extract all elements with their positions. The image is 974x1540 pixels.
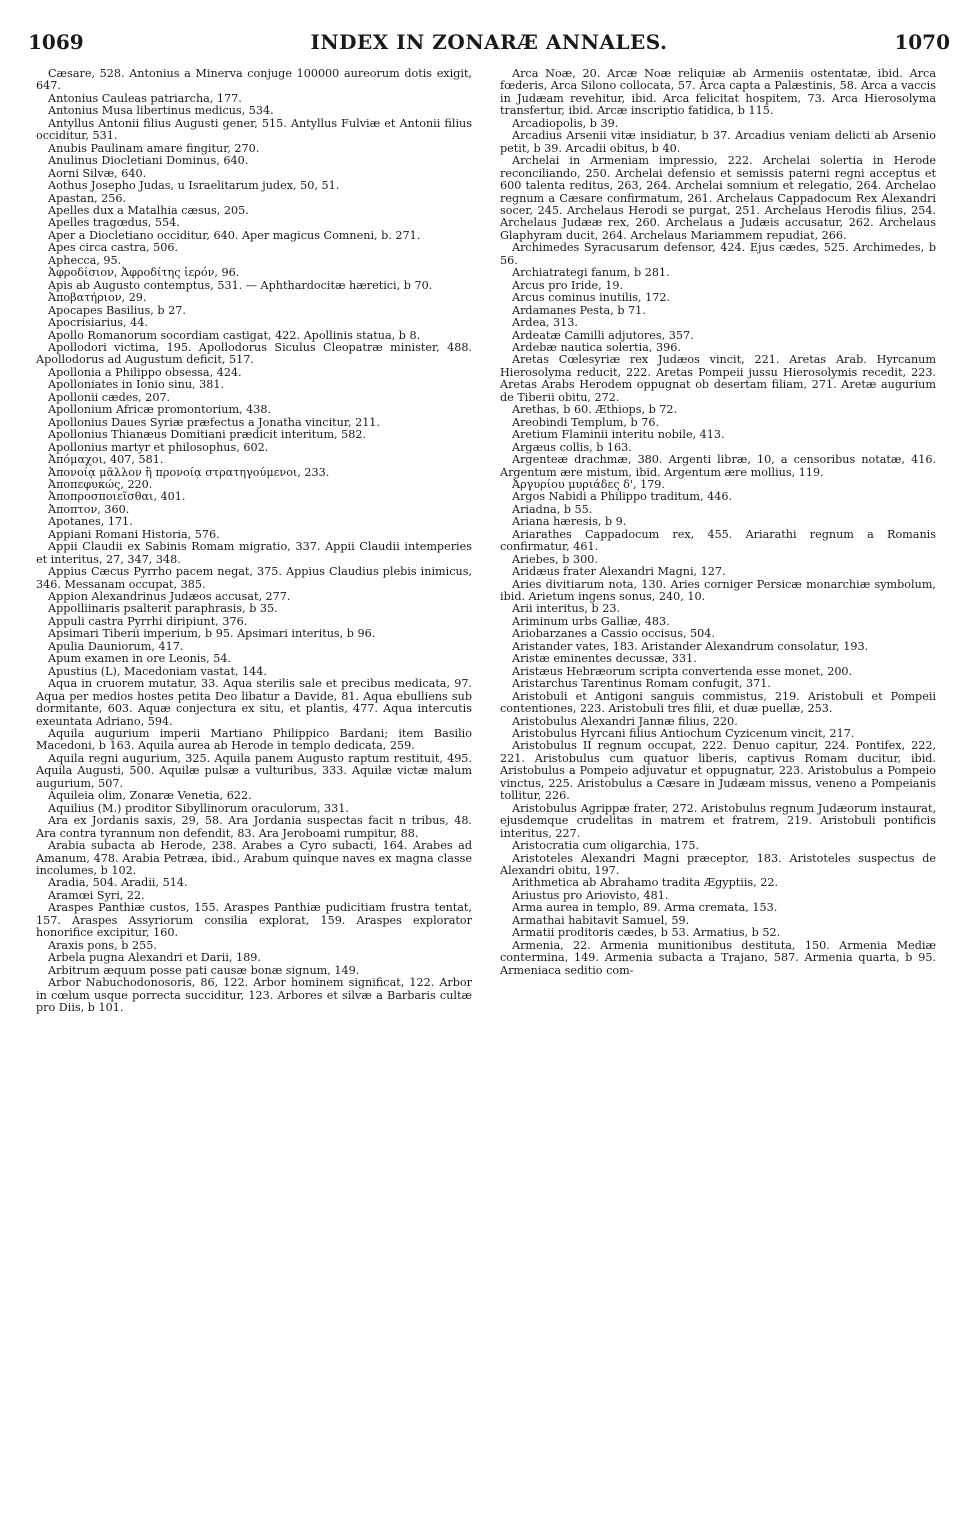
- index-entry: Ardebæ nautica solertia, 396.: [512, 340, 681, 354]
- index-entry: Ariminum urbs Galliæ, 483.: [512, 614, 670, 628]
- index-entry: Apocrisiarius, 44.: [48, 316, 148, 330]
- index-entry: Anulinus Diocletiani Dominus, 640.: [48, 154, 249, 168]
- index-entry: Apsimari Tiberii imperium, b 95. Apsimari interitus, b 96.: [48, 627, 376, 641]
- index-entry: Appiani Romani Historia, 576.: [48, 527, 220, 541]
- page-number-left: 1069: [28, 30, 84, 54]
- index-entry: Aqua in cruorem mutatur, 33. Aqua sterilis sale et precibus medicata, 97. Aqua per medios hostes petita Deo libatur a Davide, 81. Aqua ebulliens sub dormitante, 603. Aquæ conjectura ex situ, et plantis, 477. Aqua intercutis exeuntata Adriano, 594.: [36, 677, 472, 728]
- page-number-right: 1070: [894, 30, 950, 54]
- index-entry: Aradia, 504. Aradii, 514.: [48, 876, 188, 890]
- index-entry: Ἀποπροσποιεῖσθαι, 401.: [48, 490, 186, 504]
- index-entry: Aquileia olim, Zonaræ Venetia, 622.: [48, 789, 252, 803]
- index-entry: Apustius (L), Macedoniam vastat, 144.: [48, 664, 267, 678]
- index-entry: Arcus cominus inutilis, 172.: [512, 291, 671, 305]
- index-entry: Araspes Panthiæ custos, 155. Araspes Panthiæ pudicitiam frustra tentat, 157. Araspes Assyriorum consilia explorat, 159. Araspes explorator honorifice excipitur, 160.: [36, 901, 472, 940]
- index-entry: Arethas, b 60. Æthiops, b 72.: [512, 403, 678, 417]
- index-entry: Ara ex Jordanis saxis, 29, 58. Ara Jordania suspectas facit n tribus, 48. Ara contra tyrannum non defendit, 83. Ara Jeroboami rumpitur, 88.: [36, 814, 472, 840]
- index-entry: Cæsare, 528. Antonius a Minerva conjuge 100000 aureorum dotis exigit, 647.: [36, 68, 472, 93]
- index-entry: Aristobulus II regnum occupat, 222. Denuo capitur, 224. Pontifex, 222, 221. Aristobulus cum quatuor liberis, captivus Romam ducitur, ibid. Aristobulus a Pompeio adjuvatur et oppugnatur, 223. Aristobulus a Pompeio vinctus, 225. Aristobulus a Cæsare in Judæam missus, veneno a Pompeianis tollitur, 226.: [500, 739, 936, 803]
- index-entry: Arbor Nabuchodonosoris, 86, 122. Arbor hominem significat, 122. Arbor in cœlum usque porrecta succiditur, 123. Arbores et silvæ a Barbaris cultæ pro Diis, b 101.: [36, 976, 472, 1014]
- index-entry: Appius Cæcus Pyrrho pacem negat, 375. Appius Claudius plebis inimicus, 346. Messanam occupat, 385.: [36, 565, 472, 591]
- index-entry: Aristobulus Hyrcani filius Antiochum Cyzicenum vincit, 217.: [512, 727, 855, 741]
- index-entry: Antonius Cauleas patriarcha, 177.: [48, 91, 242, 105]
- index-entry: Arbitrum æquum posse pati causæ bonæ signum, 149.: [48, 963, 360, 977]
- index-entry: Aretas Cœlesyriæ rex Judæos vincit, 221. Aretas Arab. Hyrcanum Hierosolyma reducit, 222. Aretas Pompeii jussu Hierosolymis recedit, 223. Aretas Arabs Herodem oppugnat ob desertam filiam, 271. Aretæ augurium de Tiberii obitu, 272.: [500, 353, 936, 404]
- index-entry: Arcadius Arsenii vitæ insidiatur, b 37. Arcadius veniam delicti ab Arsenio petit, b 39. Arcadii obitus, b 40.: [500, 129, 936, 155]
- index-entry: Ἀπόμαχοι, 407, 581.: [48, 453, 164, 467]
- index-entry: Ariebes, b 300.: [512, 552, 598, 566]
- index-entry: Araxis pons, b 255.: [48, 938, 157, 952]
- index-entry: Apocapes Basilius, b 27.: [48, 303, 186, 317]
- index-entry: Apum examen in ore Leonis, 54.: [48, 652, 232, 666]
- running-title: INDEX IN ZONARÆ ANNALES.: [310, 30, 668, 54]
- index-column-left: [36, 68, 472, 1528]
- index-entry: Argos Nabidi a Philippo traditum, 446.: [512, 490, 733, 504]
- index-entry: Ἀποβατήριον, 29.: [48, 291, 147, 305]
- index-entry: Aridæus frater Alexandri Magni, 127.: [512, 565, 726, 579]
- index-entry: Aorni Silvæ, 640.: [48, 166, 147, 180]
- index-entry: Antonius Musa libertinus medicus, 534.: [48, 104, 274, 118]
- index-entry: Ariana hæresis, b 9.: [512, 515, 627, 529]
- index-entry: Armenia, 22. Armenia munitionibus destituta, 150. Armenia Mediæ contermina, 149. Armenia subacta a Trajano, 587. Armenia quarta, b 95. Armeniaca seditio com-: [500, 938, 936, 977]
- index-entry: Anubis Paulinam amare fingitur, 270.: [48, 141, 260, 155]
- index-entry: Areobindi Templum, b 76.: [512, 415, 660, 429]
- index-entry: Armathai habitavit Samuel, 59.: [512, 913, 690, 927]
- index-entry: Aristæus Hebræorum scripta convertenda esse monet, 200.: [512, 664, 853, 678]
- index-entry: Apollonius martyr et philosophus, 602.: [48, 440, 269, 454]
- index-entry: Ἀφροδίσιον, Ἀφροδίτης ἱερόν, 96.: [48, 266, 240, 280]
- index-entry: Archelai in Armeniam impressio, 222. Archelai solertia in Herode reconciliando, 250. Archelai defensio et semissis paterni regni acceptus et 600 talenta reditus, 263, 264. Archelai somnium et relegatio, 264. Archelao regnum a Cæsare confirmatum, 261. Archelaus Cappadocum Rex Alexandri socer, 245. Archelaus Herodi se purgat, 251. Archelaus Herodis filius, 254. Archelaus Judææ rex, 260. Archelaus a Judæis accusatur, 262. Archelaus Glaphyram ducit, 264. Archelaus Mariammem repudiat, 266.: [500, 154, 936, 242]
- index-entry: Apollonius Thianæus Domitiani prædicit interitum, 582.: [48, 428, 367, 442]
- index-entry: Aristobulus Agrippæ frater, 272. Aristobulus regnum Judæorum instaurat, ejusdemque crudelitas in matrem et fratrem, 219. Aristobuli pontificis interitus, 227.: [500, 801, 936, 840]
- index-entry: Aristæ eminentes decussæ, 331.: [512, 652, 697, 666]
- index-entry: Aphecca, 95.: [48, 253, 122, 267]
- index-entry: Aothus Josepho Judas, u Israelitarum judex, 50, 51.: [48, 179, 340, 193]
- page-header: [28, 30, 950, 64]
- index-entry: Aristobuli et Antigoni sanguis commistus, 219. Aristobuli et Pompeii contentiones, 223. Aristobuli tres filii, et duæ puellæ, 253.: [500, 689, 936, 716]
- index-entry: Ardamanes Pesta, b 71.: [512, 303, 646, 317]
- index-entry: Archimedes Syracusarum defensor, 424. Ejus cædes, 525. Archimedes, b 56.: [500, 241, 936, 267]
- index-entry: Appion Alexandrinus Judæos accusat, 277.: [48, 590, 291, 604]
- index-entry: Ἀργυρίου μυριάδες δ', 179.: [512, 477, 665, 491]
- index-entry: Aristobulus Alexandri Jannæ filius, 220.: [512, 714, 738, 728]
- index-entry: Arithmetica ab Abrahamo tradita Ægyptiis, 22.: [512, 876, 779, 890]
- index-entry: Appii Claudii ex Sabinis Romam migratio, 337. Appii Claudii intemperies et interitus, 27, 347, 348.: [36, 540, 472, 566]
- index-entry: Ariadna, b 55.: [512, 502, 593, 516]
- index-entry: Aquila augurium imperii Martiano Philippico Bardani; item Basilio Macedoni, b 163. Aquila aurea ab Herode in templo dedicata, 259.: [36, 727, 472, 753]
- index-entry: Argæus collis, b 163.: [512, 440, 632, 454]
- index-entry: Apollonium Africæ promontorium, 438.: [48, 403, 272, 417]
- index-entry: Apelles tragœdus, 554.: [48, 216, 180, 230]
- index-entry: Aristander vates, 183. Aristander Alexandrum consolatur, 193.: [512, 639, 869, 653]
- index-entry: Armatii proditoris cædes, b 53. Armatius, b 52.: [512, 926, 781, 940]
- index-entry: Ariobarzanes a Cassio occisus, 504.: [512, 627, 715, 641]
- index-entry: Apis ab Augusto contemptus, 531. — Aphthardocitæ hæretici, b 70.: [48, 278, 433, 292]
- index-entry: Apollonius Daues Syriæ præfectus a Jonatha vincitur, 211.: [48, 415, 380, 429]
- index-entry: Aretium Flaminii interitu nobile, 413.: [512, 428, 725, 442]
- index-entry: Apollonia a Philippo obsessa, 424.: [48, 365, 242, 379]
- index-entry: Ardea, 313.: [512, 316, 578, 330]
- index-entry: Aristoteles Alexandri Magni præceptor, 183. Aristoteles suspectus de Alexandri obitu, 197.: [500, 851, 936, 877]
- index-entry: Ἀποπεφυκώς, 220.: [48, 477, 153, 491]
- index-entry: Appolliinaris psalterit paraphrasis, b 35.: [48, 602, 278, 616]
- index-entry: Apolloniates in Ionio sinu, 381.: [48, 378, 225, 392]
- index-entry: Argenteæ drachmæ, 380. Argenti libræ, 10, a censoribus notatæ, 416. Argentum ære mistum, ibid. Argentum ære mollius, 119.: [500, 453, 936, 479]
- index-entry: Appuli castra Pyrrhi diripiunt, 376.: [48, 614, 248, 628]
- index-entry: Aristarchus Tarentinus Romam confugit, 371.: [512, 677, 771, 691]
- index-entry: Arma aurea in templo, 89. Arma cremata, 153.: [512, 901, 778, 915]
- index-entry: Apulia Dauniorum, 417.: [48, 639, 184, 653]
- index-entry: Arabia subacta ab Herode, 238. Arabes a Cyro subacti, 164. Arabes ad Amanum, 478. Arabia Petræa, ibid., Arabum quinque naves ex magna classe incolumes, b 102.: [36, 839, 472, 877]
- index-entry: Arii interitus, b 23.: [512, 602, 621, 616]
- index-entry: Apelles dux a Matalhia cæsus, 205.: [48, 203, 249, 217]
- index-entry: Archiatrategi fanum, b 281.: [512, 266, 670, 280]
- index-entry: Aries divitiarum nota, 130. Aries corniger Persicæ monarchiæ symbolum, ibid. Arietum ingens sonus, 240, 10.: [500, 577, 936, 604]
- index-entry: Arcus pro Iride, 19.: [512, 278, 624, 292]
- index-entry: Ariustus pro Ariovisto, 481.: [512, 888, 669, 902]
- index-entry: Ariarathes Cappadocum rex, 455. Ariarathi regnum a Romanis confirmatur, 461.: [500, 527, 936, 554]
- index-entry: Apastan, 256.: [48, 191, 127, 205]
- index-entry: Arbela pugna Alexandri et Darii, 189.: [48, 951, 261, 965]
- index-entry: Aristocratia cum oligarchia, 175.: [512, 839, 700, 853]
- index-entry: Ἀπονοίᾳ μᾶλλον ἢ προνοίᾳ στρατηγούμενοι, 233.: [48, 465, 330, 479]
- index-entry: Aper a Diocletiano occiditur, 640. Aper magicus Comneni, b. 271.: [48, 228, 421, 242]
- index-entry: Ἀποπτον, 360.: [48, 502, 130, 516]
- index-entry: Arcadiopolis, b 39.: [512, 116, 619, 130]
- index-entry: Arca Noæ, 20. Arcæ Noæ reliquiæ ab Armeniis ostentatæ, ibid. Arca fœderis, Arca Silono collocata, 57. Arca capta a Palæstinis, 58. Arca a vaccis in Judæam revehitur, ibid. Arca felicitat hospitem, 73. Arca Hierosolyma transfertur, ibid. Arcæ inscriptio fatidica, b 115.: [500, 68, 936, 118]
- index-entry: Apollodori victima, 195. Apollodorus Siculus Cleopatræ minister, 488. Apollodorus ad Augustum deficit, 517.: [36, 340, 472, 367]
- index-entry: Aquila regni augurium, 325. Aquila panem Augusto raptum restituit, 495. Aquila Augusti, 500. Aquilæ pulsæ a vulturibus, 333. Aquilæ victæ malum augurium, 507.: [36, 751, 472, 790]
- index-entry: Ardeatæ Camilli adjutores, 357.: [512, 328, 694, 342]
- index-column-right: [500, 68, 936, 1528]
- index-entry: Aramœi Syri, 22.: [48, 888, 145, 902]
- index-entry: Apollo Romanorum socordiam castigat, 422. Apollinis statua, b 8.: [48, 328, 421, 342]
- index-entry: Apollonii cædes, 207.: [48, 390, 171, 404]
- index-entry: Apes circa castra, 506.: [48, 241, 179, 255]
- index-entry: Aquilius (M.) proditor Sibyllinorum oraculorum, 331.: [48, 801, 349, 815]
- index-entry: Antyllus Antonii filius Augusti gener, 515. Antyllus Fulviæ et Antonii filius occiditur, 531.: [36, 116, 472, 143]
- index-entry: Apotanes, 171.: [48, 515, 133, 529]
